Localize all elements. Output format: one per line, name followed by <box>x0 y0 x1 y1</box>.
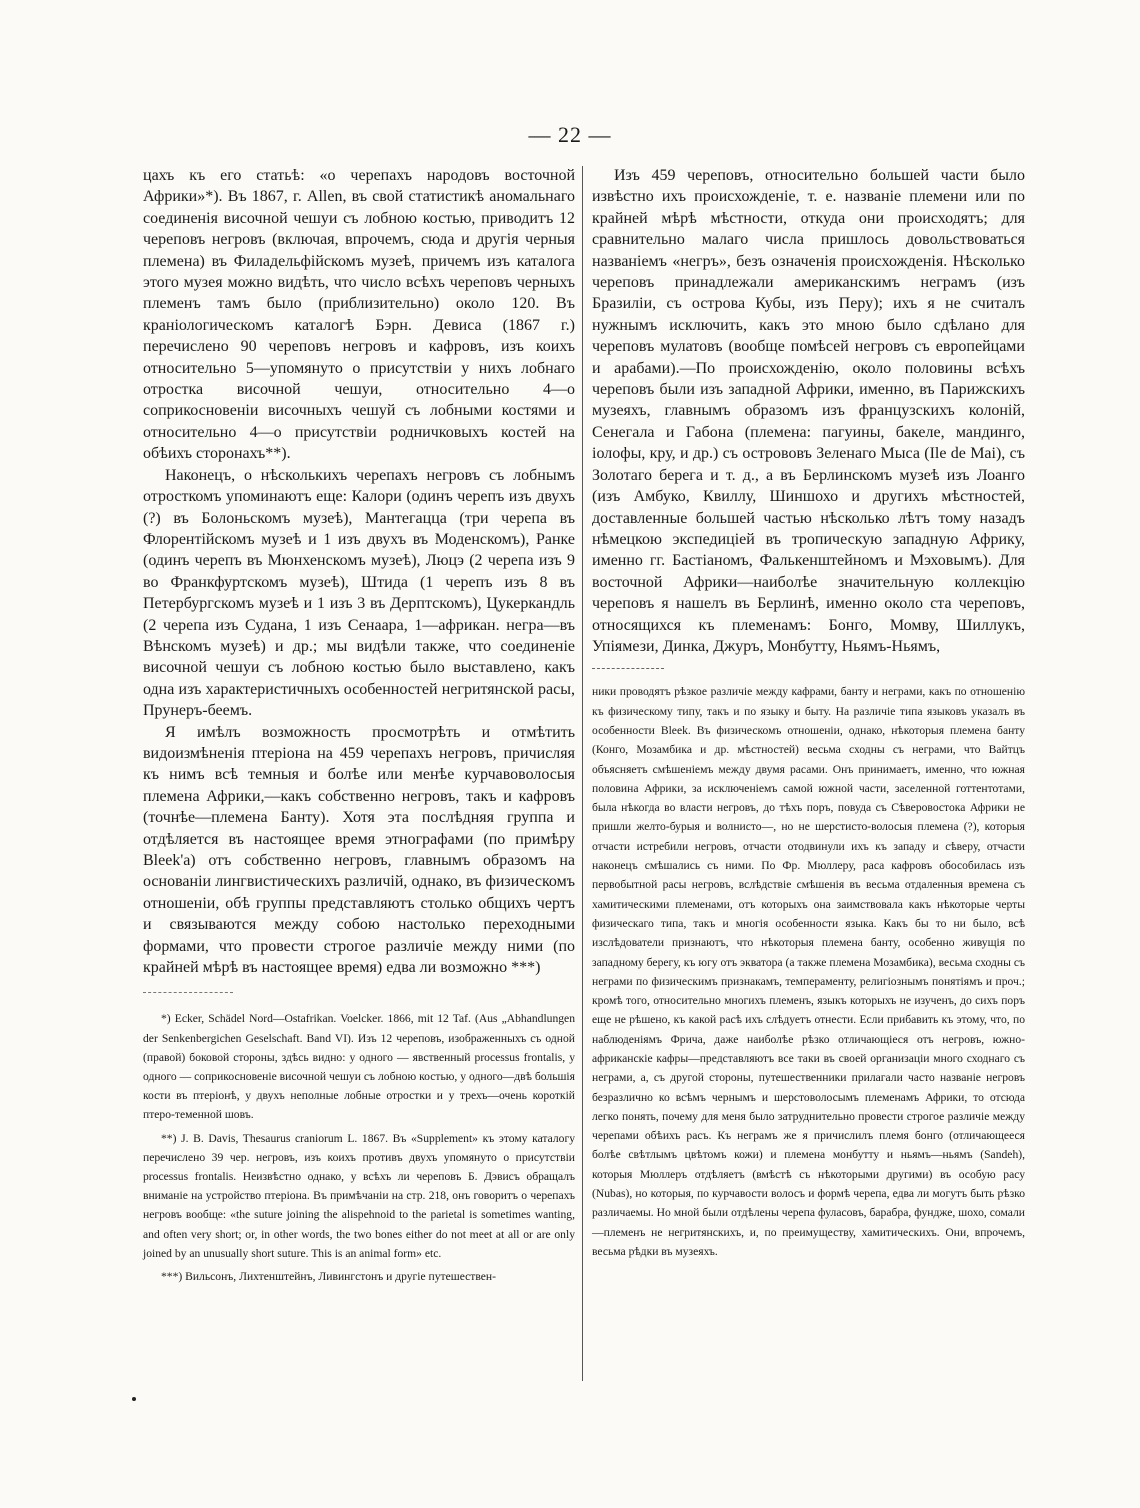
footnote-separator-right <box>592 668 664 669</box>
footnotes-left <box>143 1009 575 1286</box>
footnote-2: **) J. B. Davis, Thesaurus craniorum L. 1867. Въ «Supplement» къ этому каталогу перечислено 39 чер. негровъ, изъ коихъ противъ двухъ упомянуто о присутствіи processus frontalis. Неизвѣстно однако, у всѣхъ ли череповъ Б. Дэвисъ обращалъ вниманіе на устройство птеріона. Въ примѣчаніи на стр. 218, онъ говоритъ о черепахъ негровъ вообще: «the suture joining the alispehnoid to the parietal is sometimes wanting, and often very short; or, in other words, the two bones either do not meet at all or are only joined by an unusually short suture. This is an animal form» etc. <box>143 1131 575 1260</box>
left-paragraph-1: цахъ къ его статьѣ: «о черепахъ народовъ восточной Африки»*). Въ 1867, г. Allen, въ свой статистикѣ аномальнаго соединенія височной чешуи съ лобною костью, приводитъ 12 череповъ негровъ (включая, впрочемъ, сюда и другія черныя племена) въ Филадельфійскомъ музеѣ, причемъ изъ каталога этого музея можно видѣть, что число всѣхъ череповъ черныхъ племенъ тамъ было (приблизительно) около 120. Въ краніологическомъ каталогѣ Бэрн. Девиса (1867 г.) перечислено 90 череповъ негровъ и кафровъ, изъ коихъ относительно 5—упомянуто о присутствіи у нихъ лобнаго отростка височной чешуи, относительно 4—о соприкосновеніи височныхъ чешуй съ лобными костями и относительно 4—о присутствіи родничковыхъ костей на обѣихъ сторонахъ**). <box>143 167 575 463</box>
footnote-1: *) Ecker, Schädel Nord—Ostafrikan. Voelcker. 1866, mit 12 Taf. (Aus „Abhandlungen der Senkenbergichen Geselschaft. Band VI). Изъ 12 череповъ, изображенныхъ съ одной (правой) боковой стороны, здѣсь видно: у одного — явственный processus frontalis, у одного — соприкосновеніе височной чешуи съ лобною костью, у одного—двѣ большія кости въ птеріонѣ, у двухъ неполные лобные отростки и у трехъ—очень короткій птеро-теменной шовъ. <box>143 1012 575 1122</box>
right-column <box>592 165 1025 1261</box>
footnote-3: ***) Вильсонъ, Лихтенштейнъ, Ливингстонъ и другіе путешествен- <box>161 1270 496 1284</box>
left-column <box>143 165 575 1290</box>
footnote-continuation <box>592 682 1025 1261</box>
left-paragraph-2: Наконецъ, о нѣсколькихъ черепахъ негровъ съ лобнымъ отросткомъ упоминаютъ еще: Калори (одинъ черепъ изъ двухъ (?) въ Болоньскомъ музеѣ), Мантегацца (три черепа въ Флорентійскомъ музеѣ и 1 изъ двухъ въ Моденскомъ), Ранке (одинъ черепъ въ Мюнхенскомъ музеѣ), Люцэ (2 черепа изъ 9 во Франкфуртскомъ музеѣ), Штида (1 черепъ изъ 8 въ Петербургскомъ музеѣ и 1 изъ 3 въ Дерптскомъ), Цукеркандль (2 черепа изъ Судана, 1 изъ Сенаара, 1—африкан. негра—въ Вѣнскомъ музеѣ) и др.; мы видѣли также, что соединеніе височной чешуи съ лобною костью было выставлено, какъ одна изъ характеристичныхъ особенностей негритянской расы, Прунеръ-беемъ. <box>143 466 575 720</box>
right-body <box>592 165 1025 657</box>
scan-speck <box>132 1397 136 1401</box>
left-body <box>143 165 575 978</box>
footnote-3-continued: ники проводятъ рѣзкое различіе между кафрами, банту и неграми, какъ по отношенію къ физическому типу, такъ и по языку и быту. На различіе типа языковъ указалъ въ особенности Bleek. Въ физическомъ отношеніи, однако, нѣкоторыя племена банту (Конго, Мозамбика и др. мѣстностей) весьма сходны съ неграми, что Вайтцъ объясняетъ смѣшеніемъ между двумя расами. Онъ принимаетъ, именно, что южная половина Африки, за исключеніемъ самой южной части, заселенной готтентотами, была нѣкогда во власти негровъ, до тѣхъ поръ, повуда съ Сѣверовостока Африки не пришли желто-бурыя и волнисто—, но не шерстисто-волосыя племена (?), которыя отчасти истребили негровъ, отчасти отодвинули ихъ къ западу и сѣверу, отчасти наконецъ смѣшались съ ними. По Фр. Мюллеру, раса кафровъ обособилась изъ первобытной расы негровъ, вслѣдствіе смѣшенія въ весьма отдаленныя времена съ хамитическими племенами, отъ которыхъ она заимствовала какъ нѣкоторые черты физическаго типа, такъ и многія особенности языка. Какъ бы то ни было, всѣ изслѣдователи признаютъ, что нѣкоторыя племена банту, особенно живущія по западному берегу, къ югу отъ экватора (а также племена Мозамбика), весьма сходны съ неграми по физическимъ признакамъ, темпераменту, религіознымъ понятіямъ и проч.; кромѣ того, относительно многихъ племенъ, языкъ которыхъ не изученъ, до сихъ поръ еще не рѣшено, къ какой расѣ ихъ слѣдуетъ отнести. Если прибавить къ этому, что, по наблюденіямъ Фрича, даже наиболѣе рѣзко отличающіеся отъ негровъ, южно-африканскіе кафры—представляютъ все таки въ своей организаціи много сходнаго съ неграми, а, съ другой стороны, путешественники прилагали часто названіе негровъ безразлично ко всѣмъ чернымъ и шерстоволосымъ племенамъ Африки, то отсюда легко понять, почему для меня было затруднительно провести строгое различіе между черепами обѣихъ расъ. Къ неграмъ же я причислилъ племя бонго (отличающееся болѣе свѣтлымъ цвѣтомъ кожи) и племена монбутту и ньямъ—ньямъ (Sandeh), которыя Мюллеръ отдѣляетъ (вмѣстѣ съ нѣкоторыми другими) въ особую расу (Nubas), но которыя, по курчавости волосъ и формѣ черепа, едва ли могутъ быть рѣзко различаемы. Но мной были отдѣлены черепа фуласовъ, барабра, фундже, шохо, сомали—племенъ не негритянскихъ, и, по преимуществу, хамитическихъ. Они, впрочемъ, весьма рѣдки въ музеяхъ. <box>592 685 1025 1258</box>
right-paragraph-1: Изъ 459 череповъ, относительно большей части было извѣстно ихъ происхожденіе, т. е. названіе племени или по крайней мѣрѣ мѣстности, откуда они происходятъ; для сравнительно малаго числа пришлось довольствоваться названіемъ «негръ», безъ означенія происхожденія. Нѣсколько череповъ принадлежали американскимъ неграмъ (изъ Бразиліи, съ острова Кубы, изъ Перу); ихъ я не считалъ нужнымъ исключить, какъ это мною было сдѣлано для череповъ мулатовъ (вообще помѣсей негровъ съ европейцами и арабами).—По происхожденію, около половины всѣхъ череповъ были изъ западной Африки, именно, въ Парижскихъ музеяхъ, главнымъ образомъ изъ французскихъ колоній, Сенегала и Габона (племена: пагуины, бакеле, мандинго, іолофы, кру, и др.) съ острововъ Зеленаго Мыса (Ile de Mai), съ Золотаго берега и т. д., а въ Берлинскомъ музеѣ изъ Лоанго (изъ Амбуко, Квиллу, Шиншохо и другихъ мѣстностей, доставленные большей частью нѣсколько лѣтъ тому назадъ нѣмецкою экспедиціей въ тропическую западную Африку, именно гг. Бастіаномъ, Фалькенштейномъ и Мэховымъ). Для восточной Африки—наиболѣе значительную коллекцію череповъ я нашелъ въ Берлинѣ, именно около ста череповъ, относящихся къ племенамъ: Бонго, Момву, Шиллукъ, Упіямези, Динка, Джуръ, Монбутту, Ньямъ-Ньямъ, <box>592 167 1025 655</box>
page-number: — 22 — <box>528 122 612 147</box>
left-paragraph-3: Я имѣлъ возможность просмотрѣть и отмѣтить видоизмѣненія птеріона на 459 черепахъ негровъ, причисляя къ нимъ всѣ темныя и болѣе или менѣе курчавоволосыя племена Африки,—какъ собственно негровъ, такъ и кафровъ (точнѣе—племена Банту). Хотя эта послѣдняя группа и отдѣляется въ настоящее время этнографами (по примѣру Bleek'а) отъ собственно негровъ, главнымъ образомъ на основаніи лингвистическихъ различій, однако, въ физическомъ отношеніи, обѣ группы представляютъ столько общихъ чертъ и связываются между собою настолько переходными формами, что провести строгое различіе между ними (по крайней мѣрѣ въ настоящее время) едва ли возможно ***) <box>143 723 575 977</box>
column-divider <box>582 166 583 1381</box>
footnote-separator <box>143 992 233 993</box>
